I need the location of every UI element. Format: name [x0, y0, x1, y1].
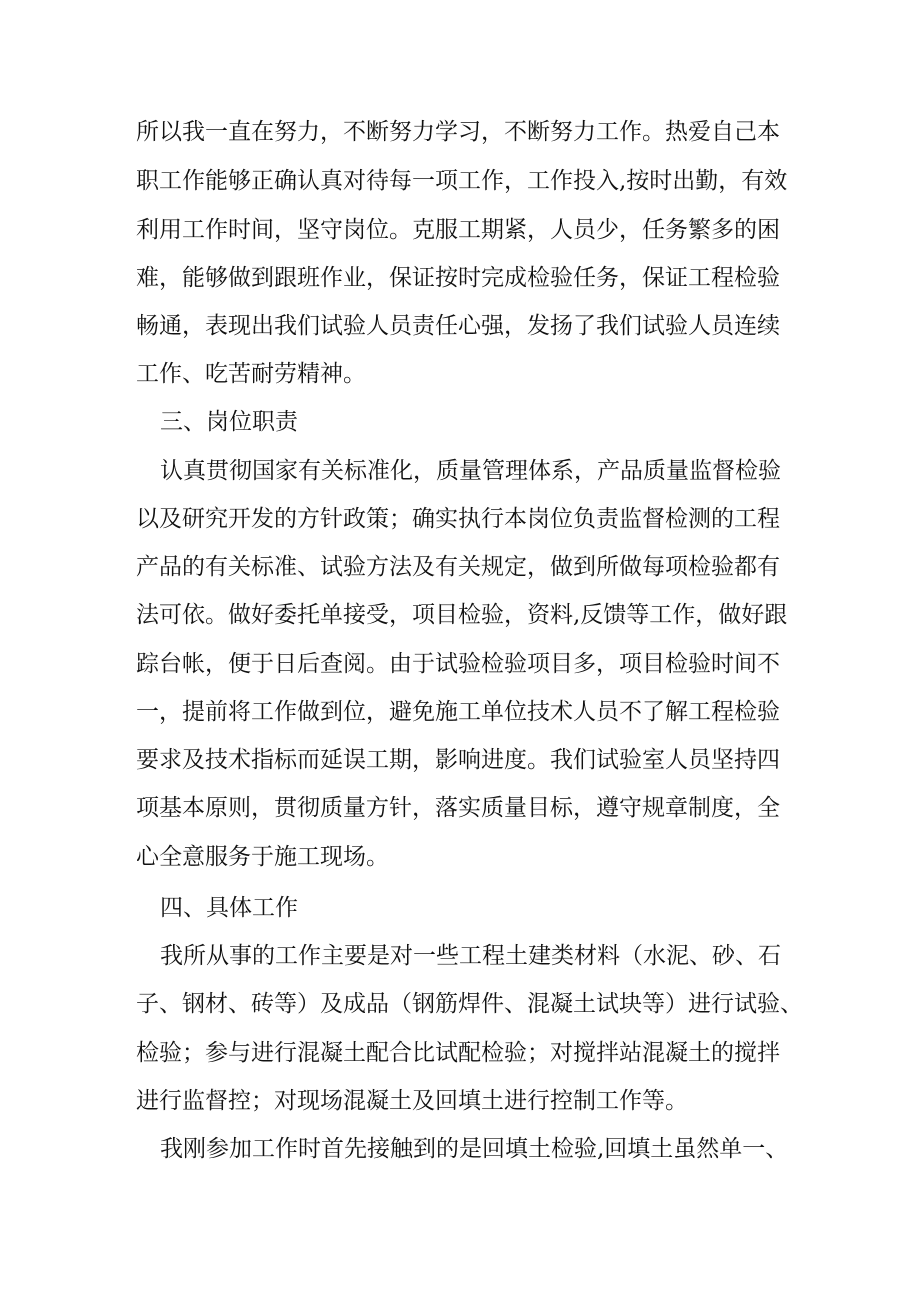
paragraph-line: 我刚参加工作时首先接触到的是回填土检验,回填土虽然单一、 — [160, 1136, 789, 1162]
paragraph-line: 子、钢材、砖等）及成品（钢筋焊件、混凝土试块等）进行试验、 — [136, 991, 803, 1017]
paragraph-line: 产品的有关标准、试验方法及有关规定，做到所做每项检验都有 — [136, 554, 780, 580]
paragraph-line: 踪台帐，便于日后查阅。由于试验检验项目多，项目检验时间不 — [136, 651, 780, 677]
paragraph-line: 工作、吃苦耐劳精神。 — [136, 361, 366, 387]
paragraph-line: 项基本原则，贯彻质量方针，落实质量目标，遵守规章制度，全 — [136, 795, 780, 821]
paragraph-line: 进行监督控；对现场混凝土及回填土进行控制工作等。 — [136, 1088, 688, 1114]
paragraph-line: 以及研究开发的方针政策；确实执行本岗位负责监督检测的工程 — [136, 506, 780, 532]
paragraph-line: 法可依。做好委托单接受，项目检验，资料,反馈等工作，做好跟 — [136, 602, 788, 628]
paragraph-line: 检验；参与进行混凝土配合比试配检验；对搅拌站混凝土的搅拌 — [136, 1040, 780, 1066]
section-heading: 四、具体工作 — [160, 895, 298, 921]
section-heading: 三、岗位职责 — [160, 409, 298, 435]
paragraph-line: 所以我一直在努力，不断努力学习，不断努力工作。热爱自己本 — [136, 119, 780, 145]
paragraph-line: 一，提前将工作做到位，避免施工单位技术人员不了解工程检验 — [136, 699, 780, 725]
paragraph-line: 职工作能够正确认真对待每一项工作，工作投入,按时出勤，有效 — [136, 168, 788, 194]
paragraph-line: 要求及技术指标而延误工期，影响进度。我们试验室人员坚持四 — [136, 747, 780, 773]
paragraph-line: 我所从事的工作主要是对一些工程土建类材料（水泥、砂、石 — [160, 943, 781, 969]
paragraph-line: 畅通，表现出我们试验人员责任心强，发扬了我们试验人员连续 — [136, 313, 780, 339]
paragraph-line: 难，能够做到跟班作业，保证按时完成检验任务，保证工程检验 — [136, 265, 780, 291]
paragraph-line: 利用工作时间，坚守岗位。克服工期紧，人员少，任务繁多的困 — [136, 217, 780, 243]
paragraph-line: 心全意服务于施工现场。 — [136, 844, 389, 870]
paragraph-line: 认真贯彻国家有关标准化，质量管理体系，产品质量监督检验 — [160, 458, 781, 484]
